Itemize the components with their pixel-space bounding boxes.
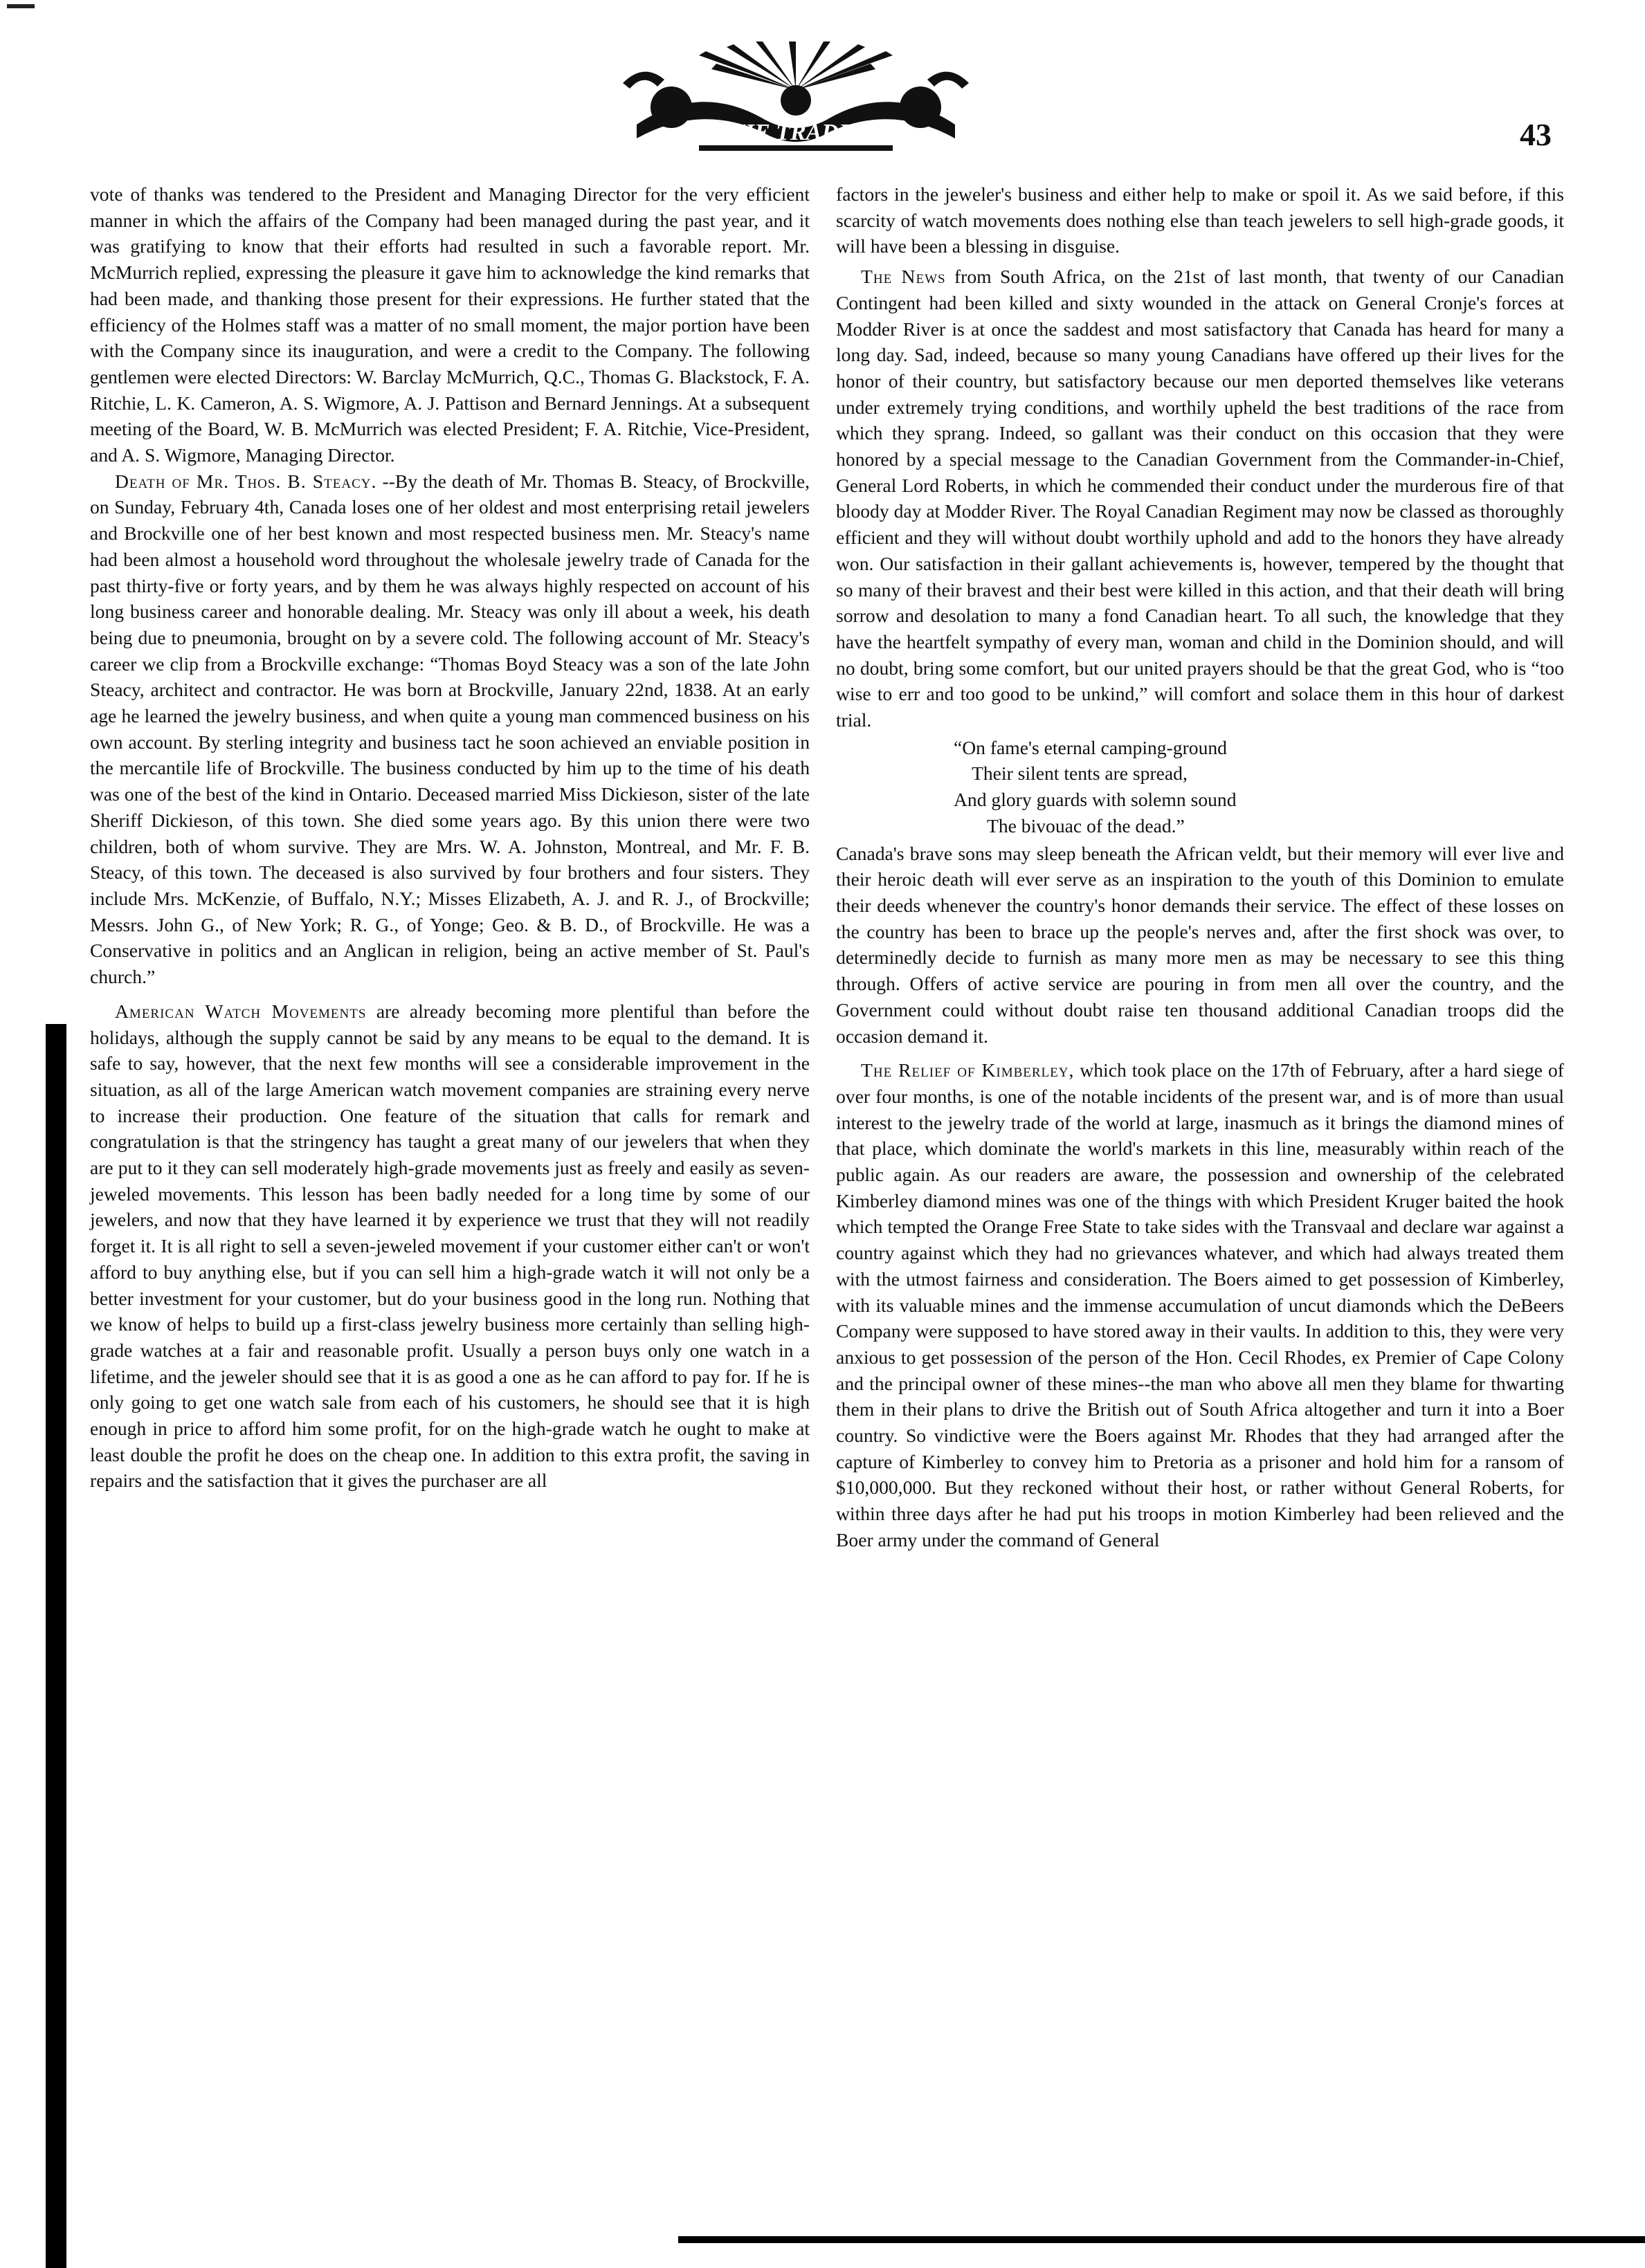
binding-edge <box>46 1024 66 2268</box>
masthead-title: THE TRADER <box>721 120 871 145</box>
paragraph-relief-of-kimberley <box>836 1057 1564 1553</box>
right-column <box>836 181 1564 1553</box>
paragraph-steacy-obituary <box>90 468 810 990</box>
body-death-of-steacy: --By the death of Mr. Thomas B. Steacy, of Brockville, on Sunday, February 4th, Canada loses one of her oldest and most enterprising retail jewelers and Brockville one of her best known and most respected business men. Mr. Steacy's name had been almost a household word throughout the wholesale jewelry trade of Canada for the past thirty-five or forty years, and by them he was always highly respected on account of his long business career and honorable dealing. Mr. Steacy was only ill about a week, his death being due to pneumonia, brought on by a severe cold. The following account of Mr. Steacy's career we clip from a Brockville exchange: “Thomas Boyd Steacy was a son of the late John Steacy, architect and contractor. He was born at Brockville, January 22nd, 1838. At an early age he learned the jewelry business, and when quite a young man commenced business on his own account. By sterling integrity and business tact he soon achieved an enviable position in the mercantile life of Brockville. The business conducted by him up to the time of his death was one of the best of the kind in Ontario. Deceased married Miss Dickieson, sister of the late Sheriff Dickieson, of this town. She died some years ago. By this union there were two children, both of whom survive. They are Mrs. W. A. Johnston, Montreal, and Mr. F. B. Steacy, of this town. The deceased is also survived by four brothers and four sisters. They include Mrs. McKenzie, of Buffalo, N.Y.; Misses Elizabeth, A. J. and R. J., of Brockville; Messrs. John G., of New York; R. G., of Yonge; Geo. & B. D., of Brockville. He was a Conservative in politics and an Anglican in religion, being an active member of St. Paul's church.” <box>90 470 810 988</box>
poem-line: And glory guards with solemn sound <box>954 789 1237 811</box>
paragraph-annual-meeting: vote of thanks was tendered to the President and Managing Director for the very efficient manner in which the affairs of the Company had been managed during the past year, and it was gratifying to know that their efforts had resulted in such a favorable report. Mr. McMurrich replied, expressing the pleasure it gave him to acknowledge the kind remarks that had been made, and thanking those present for their expressions. He further stated that the efficiency of the Holmes staff was a matter of no small moment, the major portion have been with the Company since its inauguration, and were a credit to the Company. The following gentlemen were elected Directors: W. Barclay McMurrich, Q.C., Thomas G. Blackstock, F. A. Ritchie, L. K. Cameron, A. S. Wigmore, A. J. Pattison and Bernard Jennings. At a subsequent meeting of the Board, W. B. McMurrich was elected President; F. A. Ritchie, Vice-President, and A. S. Wigmore, Managing Director. <box>90 183 810 466</box>
corner-mark <box>7 4 35 8</box>
body-relief-of-kimberley: which took place on the 17th of February, after a hard siege of over four months, is one of the notable incidents of the present war, and is of more than usual interest to the jewelry trade of the world at large, inasmuch as it brings the diamond mines of that place, which dominate the world's markets in this line, measurably within reach of the public again. As our readers are aware, the possession and ownership of the celebrated Kimberley diamond mines was one of the things with which President Kruger baited the hook which tempted the Orange Free State to take sides with the Transvaal and declare war against a country against which they had no grievances whatever, and which had always treated them with the utmost fairness and consideration. The Boers aimed to get possession of Kimberley, with its valuable mines and the immense accumulation of uncut diamonds which the DeBeers Company were supposed to have stored away in their vaults. In addition to this, they were very anxious to get possession of the person of the Hon. Cecil Rhodes, ex Premier of Cape Colony and the principal owner of these mines--the man who above all men they blame for thwarting them in their plans to drive the British out of South Africa altogether and turn it into a Boer country. So vindictive were the Boers against Mr. Rhodes that they had arranged after the capture of Kimberley to convey him to Pretoria as a prisoner and hold him for a ransom of $10,000,000. But they reckoned without their host, or rather without General Roberts, for within three days after he had put his troops in motion Kimberley had been relieved and the Boer army under the command of General <box>836 1059 1564 1551</box>
left-column <box>90 181 810 1494</box>
bottom-rule <box>678 2236 1645 2243</box>
paragraph-south-africa-news <box>836 264 1564 733</box>
heading-american-watch-movements: American Watch Movements <box>115 1000 367 1022</box>
paragraph-watch-continued: factors in the jeweler's business and either help to make or spoil it. As we said before, if this scarcity of watch movements does nothing else than teach jewelers to sell high-grade goods, it will have been a blessing in disguise. <box>836 183 1564 257</box>
poem-line: “On fame's eternal camping-ground <box>954 736 1227 758</box>
body-the-news: from South Africa, on the 21st of last month, that twenty of our Canadian Contingent had been killed and sixty wounded in the attack on General Cronje's forces at Modder River is at once the saddest and most satisfactory that Canada has heard for many a long day. Sad, indeed, because so many young Canadians have offered up their lives for the honor of their country, but satisfactory because our men deported themselves like veterans under extremely trying conditions, and worthily upheld the best traditions of the race from which they sprang. Indeed, so gallant was their conduct on this occasion that they were honored by a special message to the Canadian Government from the Commander-in-Chief, General Lord Roberts, in which he commended their conduct under the murderous fire of that bloody day at Modder River. The Royal Canadian Regiment may now be classed as thoroughly efficient and they will without doubt worthily uphold and add to the honors they have already won. Our satisfaction in their gallant achievements is, however, tempered by the thought that so many of their bravest and their best were killed in this action, and that their death will bring sorrow and desolation to many a fond Canadian heart. To all such, the knowledge that they have the heartfelt sympathy of every man, woman and child in the Dominion should, and will no doubt, bring some comfort, but our united prayers should be that the great God, who is “too wise to err and too good to be unkind,” will comfort and solace them in this hour of darkest trial. <box>836 266 1564 731</box>
heading-the-news: The News <box>861 266 946 288</box>
page-number: 43 <box>1520 117 1552 152</box>
poem-quote <box>954 735 1564 839</box>
heading-relief-of-kimberley: The Relief of Kimberley, <box>861 1059 1075 1081</box>
paragraph-watch-movements <box>90 998 810 1494</box>
body-american-watch-movements: are already becoming more plentiful than before the holidays, although the supply cannot be said by any means to be equal to the demand. It is safe to say, however, that the next few months will see a considerable improvement in the situation, as all of the large American watch movement companies are straining every nerve to increase their production. One feature of the situation that calls for remark and congratulation is that the stringency has taught a great many of our jewelers that when they are put to it they can sell moderately high-grade movements just as freely and easily as seven-jeweled movements. This lesson has been badly needed for a long time by some of our jewelers, and now that they have learned it by experience we trust that they will not readily forget it. It is all right to sell a seven-jeweled movement if your customer either can't or won't afford to buy anything else, but if you can sell him a high-grade watch it will not only be a better investment for your customer, but do your business good in the long run. Nothing that we know of helps to build up a first-class jewelry business more certainly than selling high-grade watches at a fair and reasonable profit. Usually a person buys only one watch in a lifetime, and the jeweler should see that it is as good a one as he can afford to pay for. If he is only going to get one watch sale from each of his customers, he should see that it is high enough in price to afford him some profit, for on the high-grade watch he ought to make at least double the profit he does on the cheap one. In addition to this extra profit, the saving in repairs and the satisfaction that it gives the purchaser are all <box>90 1000 810 1492</box>
paragraph-canada-sons: Canada's brave sons may sleep beneath the African veldt, but their memory will ever live and their heroic death will ever serve as an inspiration to the youth of this Dominion to emulate their deeds whenever the country's honor demands their service. The effect of these losses on the country has been to brace up the people's nerves and, after the first shock was over, to determinedly decide to furnish as many more men as may be necessary to see this thing through. Offers of active service are pouring in from men all over the country, and the Government could without doubt raise ten thousand additional Canadian troops did the occasion demand it. <box>836 842 1564 1047</box>
heading-death-of-steacy: Death of Mr. Thos. B. Steacy. <box>115 470 377 492</box>
poem-line: The bivouac of the dead.” <box>987 814 1185 836</box>
masthead-logo <box>595 42 997 166</box>
poem-line: Their silent tents are spread, <box>972 762 1188 785</box>
